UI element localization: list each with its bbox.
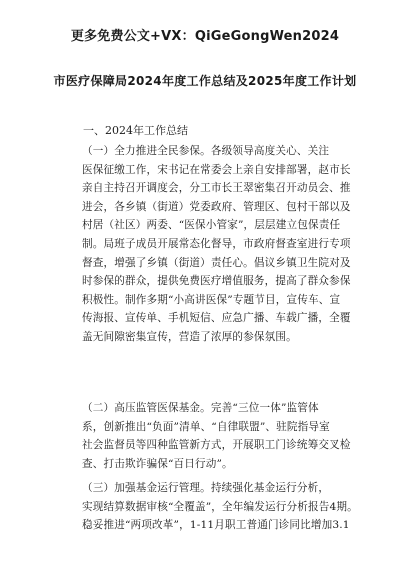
paragraph-line: （二）高压监管医保基金。完善“三位一体”监管体 — [82, 402, 319, 414]
paragraph-line: 盖无间隙密集宣传，营造了浓厚的参保氛围。 — [82, 330, 297, 343]
paragraph-1 — [82, 142, 351, 347]
paragraph-line: 积极性。制作多期“小高讲医保”专题节目，宣传车、宣 — [82, 293, 341, 306]
paragraph-line: 实现结算数据审核“全覆盖”，全年编发运行分析报告4期。 — [82, 500, 358, 513]
header-note: 更多免费公文+VX：QiGeGongWen2024 — [70, 29, 340, 44]
paragraph-line: 进会，各乡镇（街道）党委政府、管理区、包村干部以及 — [82, 200, 351, 213]
paragraph-3 — [82, 479, 358, 535]
paragraph-line: 亲自主持召开调度会，分工市长王翠密集召开动员会、推 — [82, 182, 351, 195]
document-title: 市医疗保障局2024年度工作总结及2025年度工作计划 — [53, 74, 357, 88]
paragraph-line: 制。局班子成员开展常态化督导，市政府督查室进行专项 — [82, 237, 351, 250]
paragraph-line: 时参保的群众，提供免费医疗增值服务，提高了群众参保 — [82, 275, 351, 288]
paragraph-line: 传海报、宣传单、手机短信、应急广播、车载广播，全覆 — [82, 312, 351, 325]
paragraph-line: 查、打击欺诈骗保“百日行动”。 — [82, 457, 233, 470]
paragraph-line: 医保征缴工作，宋书记在常委会上亲自安排部署，赵市长 — [82, 163, 351, 176]
paragraph-line: 社会监督员等四种监管新方式，开展职工门诊统筹交叉检 — [82, 439, 351, 452]
paragraph-line: （三）加强基金运行管理。持续强化基金运行分析， — [82, 482, 330, 494]
paragraph-line: 督查，增强了乡镇（街道）责任心。倡议乡镇卫生院对及 — [82, 256, 351, 269]
paragraph-line: 村居（社区）两委、“医保小管家”，层层建立包保责任 — [82, 219, 341, 232]
paragraph-line: 系，创新推出“负面”清单、“自律联盟”、驻院指导室 — [82, 420, 330, 433]
paragraph-line: （一）全力推进全民参保。各级领导高度关心、关注 — [82, 145, 330, 157]
section-heading: 一、2024年工作总结 — [83, 124, 188, 137]
paragraph-2 — [82, 399, 351, 473]
paragraph-line: 稳妥推进“两项改革”，1-11月职工普通门诊同比增加3.1 — [82, 519, 350, 532]
